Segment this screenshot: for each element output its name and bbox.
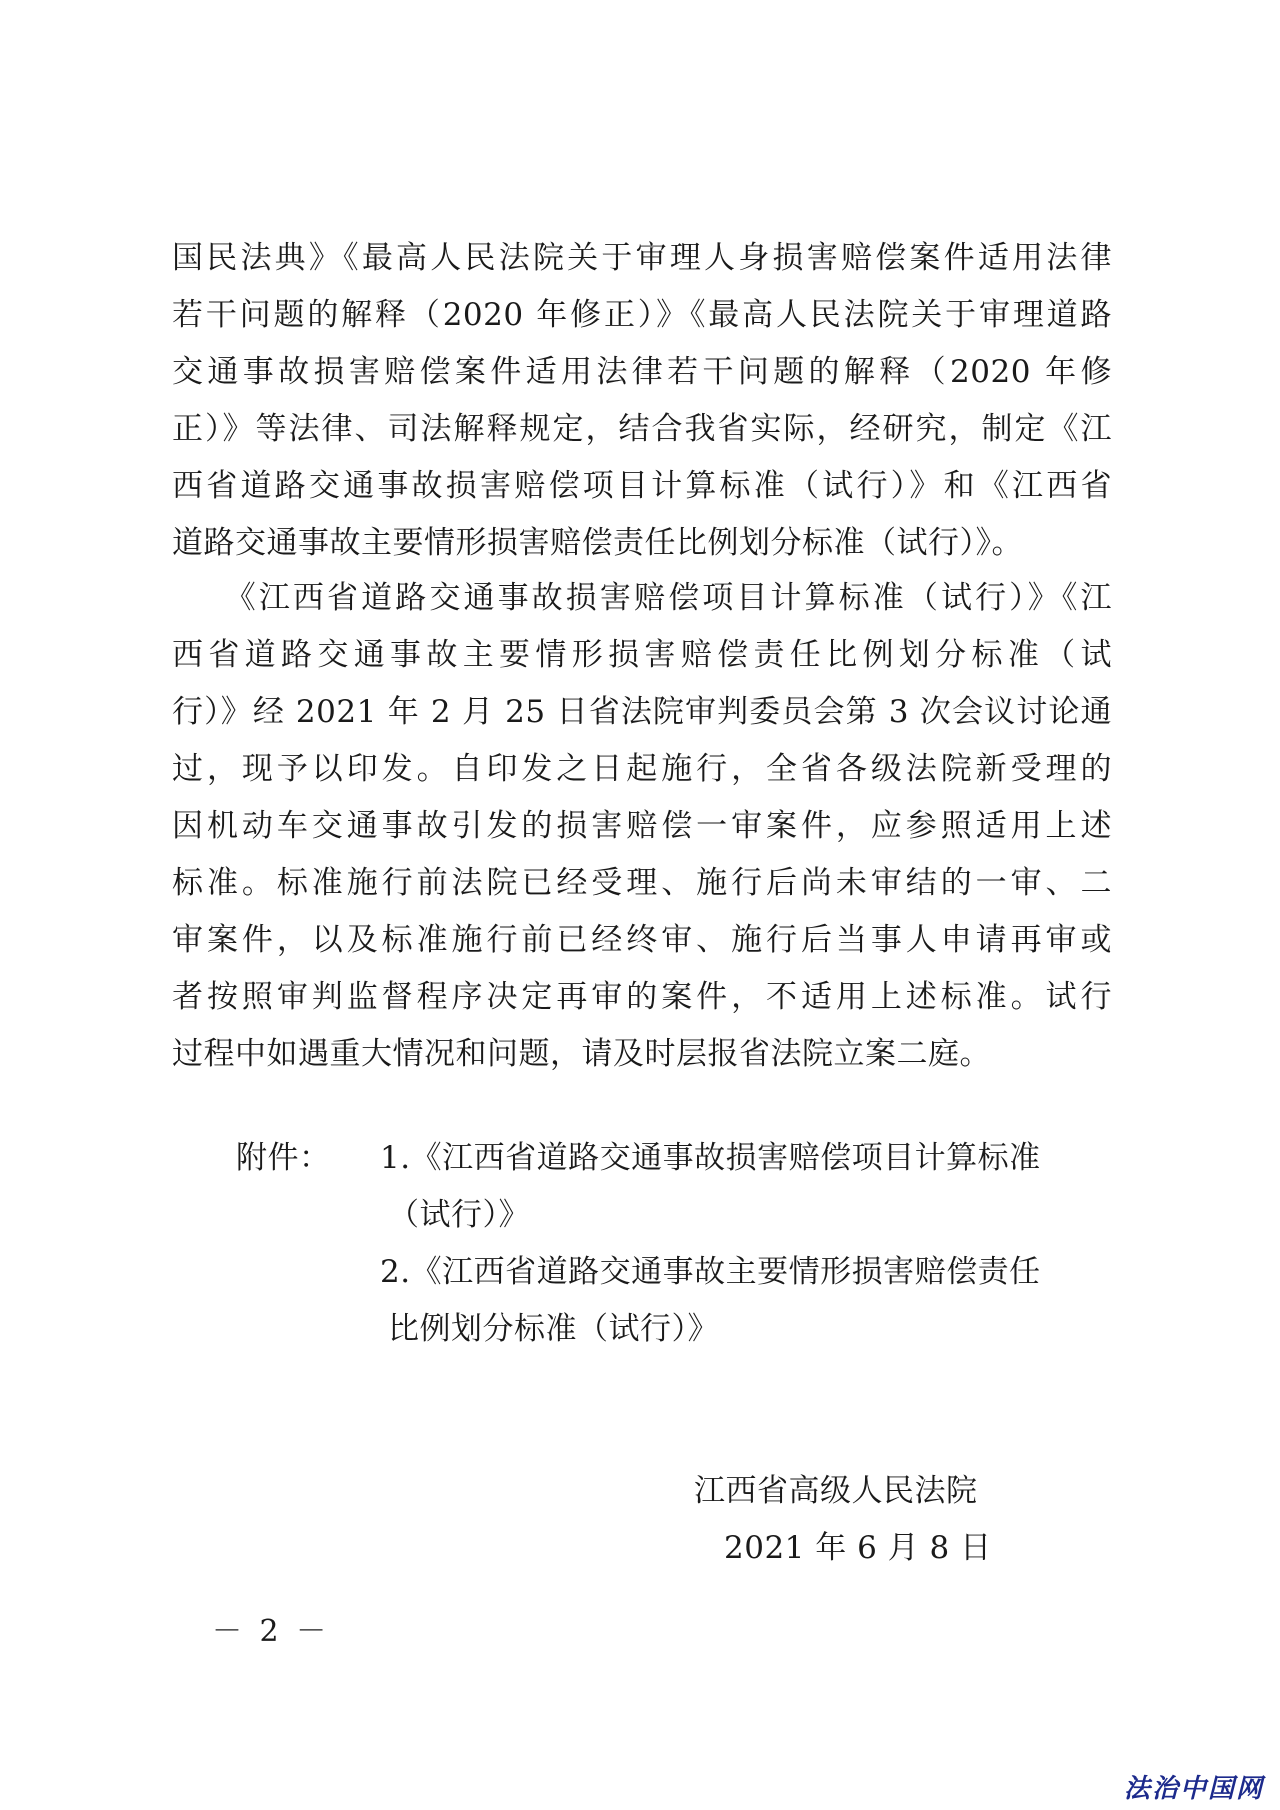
- paragraph-line: 若干问题的解释（2020 年修正）》《最高人民法院关于审理道路: [172, 297, 1112, 333]
- paragraph-line: 过，现予以印发。自印发之日起施行，全省各级法院新受理的: [172, 751, 1112, 787]
- attachments-label: 附件：: [236, 1140, 331, 1176]
- paragraph-line: 过程中如遇重大情况和问题，请及时层报省法院立案二庭。: [172, 1036, 991, 1072]
- paragraph-line: 审案件，以及标准施行前已经终审、施行后当事人申请再审或: [172, 922, 1112, 958]
- attachment-item-2-continued: 比例划分标准（试行）》: [388, 1311, 719, 1347]
- body-paragraph-2: [172, 570, 1112, 1083]
- attachment-item-1-continued: （试行）》: [388, 1197, 530, 1233]
- paragraph-line: 因机动车交通事故引发的损害赔偿一审案件，应参照适用上述: [172, 808, 1112, 844]
- attachment-item-1: 1.《江西省道路交通事故损害赔偿项目计算标准: [380, 1140, 1041, 1176]
- paragraph-line: 国民法典》《最高人民法院关于审理人身损害赔偿案件适用法律: [172, 240, 1112, 276]
- paragraph-line: 道路交通事故主要情形损害赔偿责任比例划分标准（试行）》。: [172, 525, 1023, 561]
- issue-date: 2021 年 6 月 8 日: [724, 1530, 992, 1566]
- body-paragraph-1: [172, 230, 1112, 572]
- paragraph-line: 标准。标准施行前法院已经受理、施行后尚未审结的一审、二: [172, 865, 1112, 901]
- issuing-organization: 江西省高级人民法院: [694, 1473, 978, 1509]
- site-watermark: 法治中国网: [1124, 1774, 1265, 1804]
- page-number: － 2 －: [212, 1614, 331, 1649]
- paragraph-line: 交通事故损害赔偿案件适用法律若干问题的解释（2020 年修: [172, 354, 1112, 390]
- paragraph-line: 者按照审判监督程序决定再审的案件，不适用上述标准。试行: [172, 979, 1112, 1015]
- paragraph-line: 正）》等法律、司法解释规定，结合我省实际，经研究，制定《江: [172, 411, 1112, 447]
- paragraph-line: 西省道路交通事故损害赔偿项目计算标准（试行）》和《江西省: [172, 468, 1112, 504]
- paragraph-line: 行）》经 2021 年 2 月 25 日省法院审判委员会第 3 次会议讨论通: [172, 694, 1112, 730]
- paragraph-line: 西省道路交通事故主要情形损害赔偿责任比例划分标准（试: [172, 637, 1112, 673]
- paragraph-line: 《江西省道路交通事故损害赔偿项目计算标准（试行）》《江: [172, 580, 1112, 616]
- attachment-item-2: 2.《江西省道路交通事故主要情形损害赔偿责任: [380, 1254, 1041, 1290]
